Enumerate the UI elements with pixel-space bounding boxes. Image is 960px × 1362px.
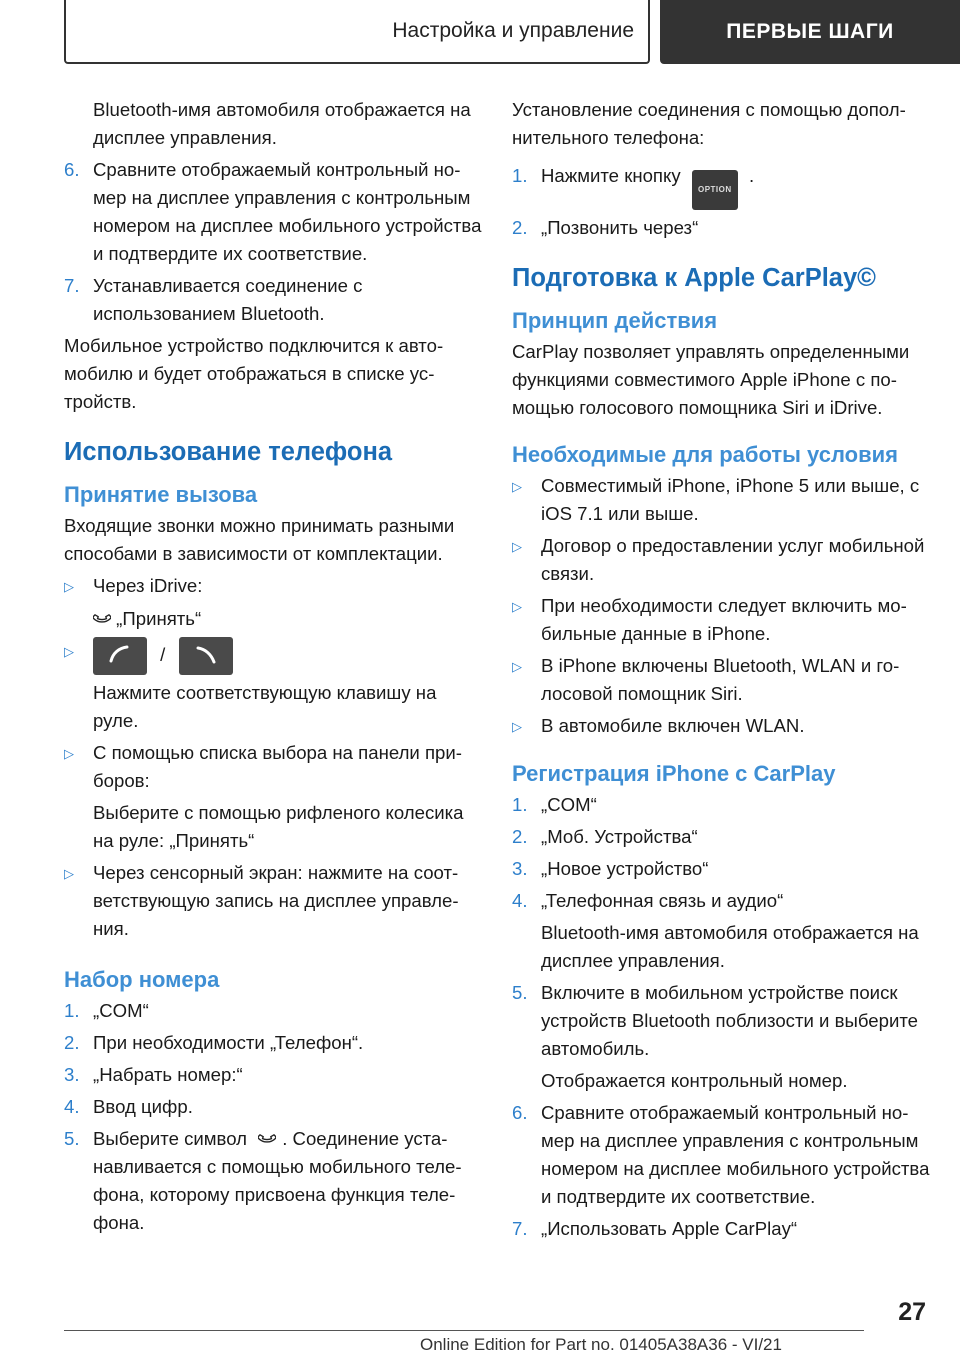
list-item bbox=[512, 214, 932, 242]
step-text: „COM“ bbox=[541, 794, 597, 815]
list-item bbox=[512, 823, 932, 851]
footer-edition: Online Edition for Part no. 01405A38A36 - VI/21 bbox=[420, 1335, 782, 1354]
bullet-triangle-icon: ▷ bbox=[512, 659, 522, 674]
bullet-text: Совместимый iPhone, iPhone 5 или выше, с iOS 7.1 или выше. bbox=[541, 475, 920, 524]
heading-carplay: Подготовка к Apple CarPlay© bbox=[512, 264, 876, 292]
phone-handset-icon bbox=[258, 1129, 276, 1147]
option-button-icon: OPTION bbox=[692, 170, 738, 210]
bullet-triangle-icon: ▷ bbox=[64, 579, 74, 594]
right-column bbox=[512, 96, 932, 1247]
heading-register: Регистрация iPhone с CarPlay bbox=[512, 761, 836, 786]
bullet-triangle-icon: ▷ bbox=[512, 719, 522, 734]
phone-handset-icon bbox=[93, 609, 111, 627]
bullet-triangle-icon: ▷ bbox=[64, 644, 74, 659]
bullet-text: При необходимости следует включить мобильные данные в iPhone. bbox=[541, 595, 907, 644]
step-subtext: Отображается контрольный номер. bbox=[541, 1070, 848, 1091]
phone-accept-key-icon bbox=[93, 637, 147, 675]
step-text: Ввод цифр. bbox=[93, 1096, 193, 1117]
heading-requirements: Необходимые для работы условия bbox=[512, 442, 898, 467]
accept-label: „Принять“ bbox=[116, 608, 202, 629]
paragraph: CarPlay позволяет управлять определенными функциями совместимого Apple iPhone с помощью голосового помощника Siri и iDrive. bbox=[512, 341, 910, 418]
step-number: 3. bbox=[64, 1064, 80, 1085]
paragraph: Установление соединения с помощью дополнительного телефона: bbox=[512, 99, 906, 148]
bullet-triangle-icon: ▷ bbox=[512, 539, 522, 554]
bullet-triangle-icon: ▷ bbox=[512, 599, 522, 614]
bullet-text: Договор о предоставлении услуг мобильной связи. bbox=[541, 535, 925, 584]
step-number: 5. bbox=[512, 982, 528, 1003]
bullet-keys bbox=[93, 637, 484, 675]
step-number: 7. bbox=[64, 275, 80, 296]
bullet-item bbox=[64, 739, 484, 795]
bullet-item bbox=[64, 859, 484, 943]
step-number: 1. bbox=[512, 794, 528, 815]
step-number: 4. bbox=[512, 890, 528, 911]
bullet-item bbox=[512, 472, 932, 528]
step-text: При необходимости „Телефон“. bbox=[93, 1032, 364, 1053]
list-item bbox=[64, 1061, 484, 1089]
header-chapter-title: ПЕРВЫЕ ШАГИ bbox=[726, 20, 894, 43]
bullet-subtext bbox=[64, 605, 484, 633]
bullet-triangle-icon: ▷ bbox=[512, 479, 522, 494]
step-number: 3. bbox=[512, 858, 528, 879]
paragraph: Входящие звонки можно принимать разными способами в зависимости от комплектации. bbox=[64, 515, 455, 564]
bullet-triangle-icon: ▷ bbox=[64, 866, 74, 881]
step-text bbox=[541, 162, 932, 210]
bullet-text: С помощью списка выбора на панели приборов: bbox=[93, 742, 462, 791]
step-text: Включите в мобильном устройстве поиск устройств Bluetooth поблизости и выберите автомобиль. bbox=[541, 982, 918, 1059]
list-item bbox=[512, 162, 932, 210]
step-number: 1. bbox=[64, 1000, 80, 1021]
heading-principle: Принцип действия bbox=[512, 308, 718, 333]
step-text: „Набрать номер:“ bbox=[93, 1064, 243, 1085]
bullet-text: Через iDrive: bbox=[93, 575, 203, 596]
key-separator: / bbox=[160, 643, 166, 665]
header-section-tab bbox=[64, 0, 650, 64]
step-text-part: . bbox=[749, 165, 755, 186]
bullet-triangle-icon: ▷ bbox=[64, 746, 74, 761]
step-number: 2. bbox=[64, 1032, 80, 1053]
step-number: 6. bbox=[512, 1102, 528, 1123]
step-text: „Использовать Apple CarPlay“ bbox=[541, 1218, 798, 1239]
step-text-part: Нажмите кнопку bbox=[541, 165, 681, 186]
header-section-title: Настройка и управление bbox=[392, 19, 634, 42]
bullet-item bbox=[64, 572, 484, 601]
step-text: „Телефонная связь и аудио“ bbox=[541, 890, 784, 911]
list-item bbox=[64, 272, 484, 328]
list-item bbox=[512, 855, 932, 883]
step-number: 2. bbox=[512, 826, 528, 847]
bullet-item bbox=[512, 712, 932, 741]
paragraph: Мобильное устройство подключится к автомобилю и будет отображаться в списке устройств. bbox=[64, 335, 444, 412]
paragraph: Bluetooth-имя автомобиля отображается на дисплее управления. bbox=[93, 99, 471, 148]
header-chapter-tab bbox=[660, 0, 960, 64]
step-text: Сравните отображаемый контрольный номер на дисплее управления с контрольным номером на дисплее мобильного устройства и подтвердите их соответствие. bbox=[541, 1102, 930, 1207]
step-text-part: . Соединение устанавливается с помощью мобильного телефона, которому присвоена функция телефона. bbox=[93, 1128, 462, 1233]
list-item bbox=[512, 791, 932, 819]
bullet-item bbox=[512, 532, 932, 588]
bullet-item bbox=[512, 652, 932, 708]
list-item bbox=[512, 887, 932, 915]
list-item bbox=[512, 1099, 932, 1211]
list-item bbox=[512, 979, 932, 1063]
heading-accept-call: Принятие вызова bbox=[64, 482, 258, 507]
step-text: Устанавливается соединение с использованием Bluetooth. bbox=[93, 275, 363, 324]
step-number: 6. bbox=[64, 159, 80, 180]
step-number: 4. bbox=[64, 1096, 80, 1117]
left-column bbox=[64, 96, 484, 1241]
list-item bbox=[512, 1215, 932, 1243]
step-text: Сравните отображаемый контрольный номер на дисплее управления с контрольным номером на дисплее мобильного устройства и подтвердите их соответствие. bbox=[93, 159, 482, 264]
phone-hangup-key-icon bbox=[179, 637, 233, 675]
list-item bbox=[64, 1125, 484, 1237]
step-text-part: Выберите символ bbox=[93, 1128, 248, 1149]
list-item bbox=[64, 1029, 484, 1057]
heading-dial-number: Набор номера bbox=[64, 967, 220, 992]
step-number: 1. bbox=[512, 165, 528, 186]
step-number: 2. bbox=[512, 217, 528, 238]
bullet-subtext: Выберите с помощью рифленого колесика на руле: „Принять“ bbox=[93, 802, 464, 851]
list-item bbox=[64, 997, 484, 1025]
step-text bbox=[93, 1125, 484, 1237]
bullet-item bbox=[64, 637, 484, 675]
heading-phone-usage: Использование телефона bbox=[64, 438, 393, 466]
list-item bbox=[64, 1093, 484, 1121]
step-subtext: Bluetooth-имя автомобиля отображается на дисплее управления. bbox=[541, 922, 919, 971]
step-text: „Моб. Устройства“ bbox=[541, 826, 698, 847]
step-text: „COM“ bbox=[93, 1000, 149, 1021]
step-text: „Позвонить через“ bbox=[541, 217, 699, 238]
list-item bbox=[64, 156, 484, 268]
step-text: „Новое устройство“ bbox=[541, 858, 709, 879]
page-number: 27 bbox=[898, 1298, 926, 1326]
footer-divider bbox=[64, 1330, 864, 1331]
bullet-text: В iPhone включены Bluetooth, WLAN и голосовой помощник Siri. bbox=[541, 655, 900, 704]
bullet-subtext: Нажмите соответствующую клавишу на руле. bbox=[93, 682, 437, 731]
step-number: 5. bbox=[64, 1128, 80, 1149]
step-number: 7. bbox=[512, 1218, 528, 1239]
bullet-text: Через сенсорный экран: нажмите на соответствующую запись на дисплее управления. bbox=[93, 862, 459, 939]
bullet-text: В автомобиле включен WLAN. bbox=[541, 715, 805, 736]
bullet-item bbox=[512, 592, 932, 648]
